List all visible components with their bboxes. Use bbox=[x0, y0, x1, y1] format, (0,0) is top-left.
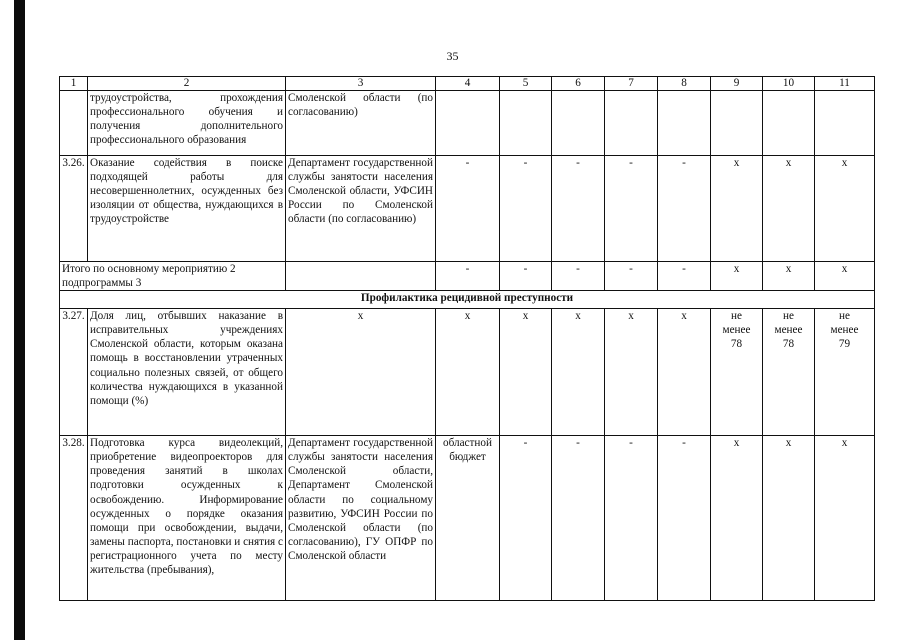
value-cell: - bbox=[500, 436, 552, 601]
scan-edge-bar bbox=[14, 0, 25, 640]
value-cell: х bbox=[436, 309, 500, 436]
value-cell: - bbox=[552, 436, 605, 601]
activity-cell: трудоустройства, прохождения профессионального обучения и получения дополнительного профессионального образования bbox=[88, 91, 286, 156]
value-cell bbox=[436, 91, 500, 156]
value-cell: - bbox=[436, 156, 500, 262]
value-cell: - bbox=[500, 262, 552, 291]
value-cell bbox=[658, 91, 711, 156]
table-row-continuation bbox=[60, 91, 875, 156]
value-cell: - bbox=[552, 156, 605, 262]
activity-cell: Доля лиц, отбывших наказание в исправительных учреждениях Смоленской области, которым оказана помощь в восстановлении утраченных социально полезных связей, от общего количества нуждающихся в указанной помощи (%) bbox=[88, 309, 286, 436]
table-row-3-28 bbox=[60, 436, 875, 601]
value-cell: х bbox=[815, 262, 875, 291]
value-cell: х bbox=[658, 309, 711, 436]
value-cell: х bbox=[286, 309, 436, 436]
value-cell bbox=[711, 91, 763, 156]
table-row-3-27 bbox=[60, 309, 875, 436]
value-cell bbox=[815, 91, 875, 156]
col-header-11: 11 bbox=[815, 77, 875, 91]
col-header-7: 7 bbox=[605, 77, 658, 91]
value-cell: х bbox=[711, 436, 763, 601]
table-row-total bbox=[60, 262, 875, 291]
value-cell: х bbox=[711, 156, 763, 262]
col-header-10: 10 bbox=[763, 77, 815, 91]
row-number: 3.26. bbox=[60, 156, 88, 262]
executor-cell bbox=[286, 262, 436, 291]
row-number bbox=[60, 91, 88, 156]
section-title: Профилактика рецидивной преступности bbox=[60, 291, 875, 309]
col-header-8: 8 bbox=[658, 77, 711, 91]
column-number-row bbox=[60, 77, 875, 91]
value-cell: - bbox=[658, 262, 711, 291]
col-header-6: 6 bbox=[552, 77, 605, 91]
col-header-3: 3 bbox=[286, 77, 436, 91]
col-header-5: 5 bbox=[500, 77, 552, 91]
value-cell: х bbox=[605, 309, 658, 436]
col-header-4: 4 bbox=[436, 77, 500, 91]
table-row-3-26 bbox=[60, 156, 875, 262]
total-label: Итого по основному мероприятию 2 подпрограммы 3 bbox=[60, 262, 286, 291]
value-cell: х bbox=[763, 156, 815, 262]
value-cell: х bbox=[763, 262, 815, 291]
program-table bbox=[59, 76, 875, 601]
activity-cell: Оказание содействия в поиске подходящей работы для несовершеннолетних, осужденных без изоляции от общества, нуждающихся в трудоустройстве bbox=[88, 156, 286, 262]
value-cell: х bbox=[711, 262, 763, 291]
col-header-1: 1 bbox=[60, 77, 88, 91]
col-header-9: 9 bbox=[711, 77, 763, 91]
value-cell bbox=[763, 91, 815, 156]
value-cell: х bbox=[815, 436, 875, 601]
value-cell: - bbox=[605, 436, 658, 601]
value-cell: - bbox=[500, 156, 552, 262]
value-cell: - bbox=[605, 156, 658, 262]
page-number: 35 bbox=[446, 49, 459, 63]
col-header-2: 2 bbox=[88, 77, 286, 91]
value-cell: - bbox=[658, 156, 711, 262]
funding-source-cell: областной бюджет bbox=[436, 436, 500, 601]
value-cell: х bbox=[763, 436, 815, 601]
row-number: 3.28. bbox=[60, 436, 88, 601]
value-cell: - bbox=[436, 262, 500, 291]
row-number: 3.27. bbox=[60, 309, 88, 436]
value-cell: не менее 78 bbox=[763, 309, 815, 436]
executor-cell: Департамент государственной службы занятости населения Смоленской области, Департамент Смоленской области по социальному развитию, УФСИН России по Смоленской области (по согласованию), ГУ ОПФР по Смоленской области bbox=[286, 436, 436, 601]
value-cell bbox=[500, 91, 552, 156]
value-cell bbox=[552, 91, 605, 156]
executor-cell: Департамент государственной службы занятости населения Смоленской области, УФСИН России по Смоленской области (по согласованию) bbox=[286, 156, 436, 262]
value-cell: х bbox=[815, 156, 875, 262]
value-cell: - bbox=[605, 262, 658, 291]
section-header-row bbox=[60, 291, 875, 309]
value-cell: - bbox=[552, 262, 605, 291]
value-cell: не менее 78 bbox=[711, 309, 763, 436]
value-cell: - bbox=[658, 436, 711, 601]
value-cell: не менее 79 bbox=[815, 309, 875, 436]
value-cell bbox=[605, 91, 658, 156]
value-cell: х bbox=[500, 309, 552, 436]
value-cell: х bbox=[552, 309, 605, 436]
executor-cell: Смоленской области (по согласованию) bbox=[286, 91, 436, 156]
activity-cell: Подготовка курса видеолекций, приобретение видеопроекторов для проведения занятий в школах подготовки осужденных к освобождению. Информирование осужденных о порядке оказания помощи при освобождении, выдачи, замены паспорта, постановки и снятия с регистрационного учета по месту жительства (пребывания), bbox=[88, 436, 286, 601]
